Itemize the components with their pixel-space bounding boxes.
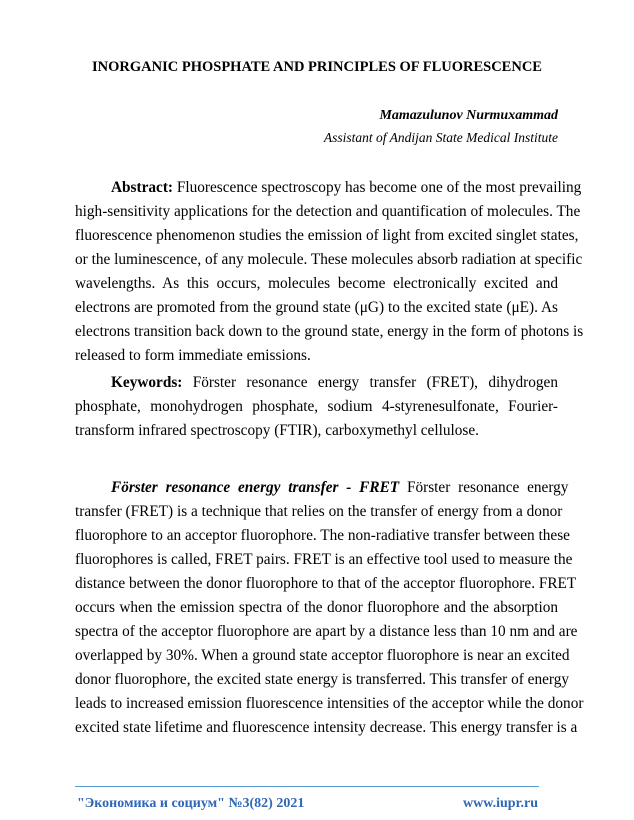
abstract-line: released to form immediate emissions. [75,347,311,364]
keywords-line: Keywords: Förster resonance energy transfer (FRET), dihydrogen [111,374,558,391]
fret-line: fluorophores is called, FRET pairs. FRET is an effective tool used to measure the [75,551,573,568]
fret-line: overlapped by 30%. When a ground state acceptor fluorophore is near an excited [75,647,570,664]
abstract-line: electrons transition back down to the ground state, energy in the form of photons is [75,323,584,340]
fret-line: transfer (FRET) is a technique that relies on the transfer of energy from a donor [75,503,563,520]
fret-line: distance between the donor fluorophore to that of the acceptor fluorophore. FRET [75,575,577,592]
abstract-line: wavelengths. As this occurs, molecules become electronically excited and [75,275,558,292]
fret-line: excited state lifetime and fluorescence intensity decrease. This energy transfer is a [75,719,578,736]
keywords-line: phosphate, monohydrogen phosphate, sodium 4-styrenesulfonate, Fourier- [75,398,558,415]
article-title: INORGANIC PHOSPHATE AND PRINCIPLES OF FLUORESCENCE [92,59,542,75]
fret-line: occurs when the emission spectra of the donor fluorophore and the absorption [75,599,558,616]
author-affiliation: Assistant of Andijan State Medical Institute [323,130,558,145]
fret-line: spectra of the acceptor fluorophore are apart by a distance less than 10 nm and are [75,623,578,640]
author-name: Mamazulunov Nurmuxammad [379,108,558,123]
fret-line: Förster resonance energy transfer - FRET Förster resonance energy [111,479,569,496]
abstract-line: fluorescence phenomenon studies the emission of light from excited singlet states, [75,227,579,244]
abstract-line: or the luminescence, of any molecule. These molecules absorb radiation at specific [75,251,583,268]
keywords-label: Keywords: [111,374,183,391]
abstract-label: Abstract: [111,179,174,196]
footer-journal: "Экономика и социум" №3(82) 2021 [77,796,305,811]
keywords-line: transform infrared spectroscopy (FTIR), carboxymethyl cellulose. [75,422,479,439]
fret-line: leads to increased emission fluorescence intensities of the acceptor while the donor [75,695,584,712]
abstract-line: Abstract: Fluorescence spectroscopy has become one of the most prevailing [111,179,582,196]
footer-website: www.iupr.ru [463,796,538,811]
abstract-line: high-sensitivity applications for the detection and quantification of molecules. The [75,203,581,220]
footer-divider [75,786,539,787]
abstract-line: electrons are promoted from the ground state (μG) to the excited state (μE). As [75,299,558,316]
fret-heading: Förster resonance energy transfer - FRET [111,479,400,496]
fret-line: fluorophore to an acceptor fluorophore. The non-radiative transfer between these [75,527,570,544]
fret-line: donor fluorophore, the excited state energy is transferred. This transfer of energy [75,671,570,688]
